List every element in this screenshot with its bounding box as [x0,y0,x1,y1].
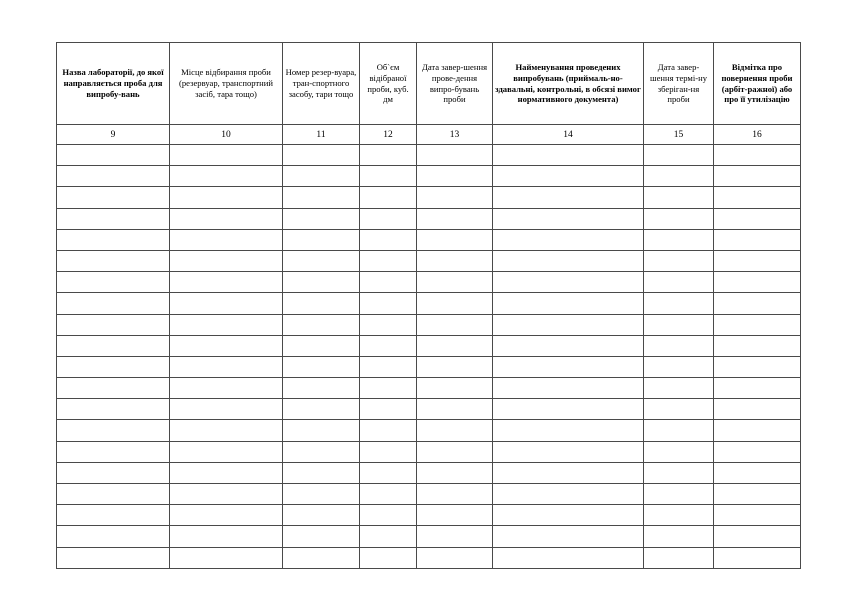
table-row [57,505,801,526]
table-row [57,526,801,547]
table-cell[interactable] [417,208,493,229]
table-row [57,356,801,377]
column-number: 10 [170,125,283,145]
table-cell[interactable] [57,293,170,314]
table-cell[interactable] [283,229,360,250]
table-cell[interactable] [57,272,170,293]
table-row [57,229,801,250]
table-cell[interactable] [714,166,801,187]
table-cell[interactable] [57,399,170,420]
table-cell[interactable] [283,526,360,547]
table-cell[interactable] [57,378,170,399]
table-cell[interactable] [493,335,644,356]
table-cell[interactable] [170,462,283,483]
table-cell[interactable] [493,462,644,483]
table-cell[interactable] [714,208,801,229]
table-row [57,441,801,462]
table-cell[interactable] [644,441,714,462]
table-cell[interactable] [57,526,170,547]
header-cell-sampling-place [170,43,283,125]
table-cell[interactable] [360,187,417,208]
table-cell[interactable] [360,166,417,187]
table-cell[interactable] [170,335,283,356]
header-text: Дата завер-шення прове-дення випро-бувань проби [421,61,488,105]
table-cell[interactable] [360,441,417,462]
table-cell[interactable] [714,505,801,526]
column-number: 15 [644,125,714,145]
table-cell[interactable] [417,145,493,166]
table-row [57,484,801,505]
table-cell[interactable] [170,441,283,462]
header-cell-tests-performed [493,43,644,125]
table-cell[interactable] [360,250,417,271]
table-cell[interactable] [170,484,283,505]
header-cell-container-number [283,43,360,125]
table-cell[interactable] [283,378,360,399]
table-cell[interactable] [170,145,283,166]
table-cell[interactable] [644,145,714,166]
table-cell[interactable] [644,484,714,505]
table-row [57,250,801,271]
table-cell[interactable] [714,272,801,293]
table-cell[interactable] [360,526,417,547]
table-cell[interactable] [283,420,360,441]
header-cell-laboratory [57,43,170,125]
table-cell[interactable] [493,505,644,526]
table-cell[interactable] [714,526,801,547]
table-cell[interactable] [714,229,801,250]
table-cell[interactable] [360,335,417,356]
table-cell[interactable] [360,462,417,483]
column-number: 14 [493,125,644,145]
table-cell[interactable] [714,420,801,441]
table-cell[interactable] [417,293,493,314]
table-cell[interactable] [57,484,170,505]
table-cell[interactable] [360,208,417,229]
table-cell[interactable] [283,441,360,462]
table-cell[interactable] [57,250,170,271]
header-cell-test-end-date [417,43,493,125]
table-cell[interactable] [57,335,170,356]
table-cell[interactable] [493,441,644,462]
table-row [57,187,801,208]
table-row [57,378,801,399]
table-cell[interactable] [714,250,801,271]
column-number: 13 [417,125,493,145]
table-row [57,166,801,187]
table-row [57,145,801,166]
table-cell[interactable] [644,272,714,293]
table-cell[interactable] [57,208,170,229]
table-cell[interactable] [714,378,801,399]
table-cell[interactable] [644,356,714,377]
table-cell[interactable] [644,166,714,187]
table-cell[interactable] [417,250,493,271]
table-cell[interactable] [644,229,714,250]
table-cell[interactable] [493,293,644,314]
table-cell[interactable] [283,166,360,187]
table-cell[interactable] [417,420,493,441]
table-cell[interactable] [417,441,493,462]
table-cell[interactable] [283,547,360,568]
table-cell[interactable] [170,356,283,377]
table-cell[interactable] [57,505,170,526]
table-cell[interactable] [283,145,360,166]
header-text: Найменування проведених випробувань (приймаль-но-здавальні, контрольні, в обсязі вимог нормативного документа) [495,61,641,105]
table-cell[interactable] [417,335,493,356]
table-cell[interactable] [493,145,644,166]
header-text: Назва лабораторії, до якої направляється проба для випробу-вань [62,67,164,99]
table-cell[interactable] [360,356,417,377]
table-cell[interactable] [417,526,493,547]
table-cell[interactable] [644,293,714,314]
header-cell-sample-volume [360,43,417,125]
table-cell[interactable] [170,505,283,526]
table-cell[interactable] [170,187,283,208]
table-row [57,335,801,356]
table-cell[interactable] [57,187,170,208]
table-cell[interactable] [283,293,360,314]
table-cell[interactable] [493,166,644,187]
journal-form-page [56,42,800,569]
table-cell[interactable] [417,187,493,208]
table-cell[interactable] [57,314,170,335]
table-cell[interactable] [170,293,283,314]
table-cell[interactable] [57,547,170,568]
table-cell[interactable] [417,462,493,483]
table-cell[interactable] [360,314,417,335]
column-number-row [57,125,801,145]
table-cell[interactable] [714,547,801,568]
table-cell[interactable] [493,250,644,271]
table-cell[interactable] [283,462,360,483]
table-cell[interactable] [644,420,714,441]
table-row [57,420,801,441]
table-cell[interactable] [493,526,644,547]
table-cell[interactable] [417,484,493,505]
column-number: 12 [360,125,417,145]
table-cell[interactable] [417,356,493,377]
table-cell[interactable] [283,314,360,335]
table-cell[interactable] [360,420,417,441]
table-row [57,293,801,314]
table-cell[interactable] [57,229,170,250]
table-cell[interactable] [283,272,360,293]
table-cell[interactable] [644,505,714,526]
header-text: Дата завер-шення термі-ну зберіган-ня проби [649,61,708,105]
header-text: Номер резер-вуара, тран-спортного засобу, тари тощо [285,67,357,99]
table-row [57,314,801,335]
table-cell[interactable] [170,166,283,187]
table-cell[interactable] [57,420,170,441]
table-cell[interactable] [644,526,714,547]
table-cell[interactable] [283,250,360,271]
table-cell[interactable] [714,335,801,356]
table-cell[interactable] [170,229,283,250]
column-number: 9 [57,125,170,145]
table-cell[interactable] [417,229,493,250]
table-cell[interactable] [417,505,493,526]
table-cell[interactable] [493,547,644,568]
table-cell[interactable] [283,399,360,420]
table-cell[interactable] [283,187,360,208]
table-cell[interactable] [714,399,801,420]
table-cell[interactable] [714,187,801,208]
header-text: Відмітка про повернення проби (арбіт-ражної) або про її утилізацію [721,61,793,105]
table-cell[interactable] [493,378,644,399]
table-cell[interactable] [283,208,360,229]
table-cell[interactable] [714,462,801,483]
table-row [57,462,801,483]
table-cell[interactable] [417,272,493,293]
column-number: 16 [714,125,801,145]
sample-journal-table [56,42,801,569]
table-cell[interactable] [57,441,170,462]
table-cell[interactable] [360,229,417,250]
table-cell[interactable] [360,505,417,526]
blank-rows [57,145,801,569]
table-cell[interactable] [493,314,644,335]
table-cell[interactable] [493,187,644,208]
table-cell[interactable] [644,378,714,399]
table-cell[interactable] [417,378,493,399]
column-number: 11 [283,125,360,145]
table-cell[interactable] [417,547,493,568]
table-cell[interactable] [493,420,644,441]
table-row [57,272,801,293]
table-cell[interactable] [644,462,714,483]
header-text: Місце відбирання проби (резервуар, транспортний засіб, тара тощо) [179,67,273,99]
table-cell[interactable] [417,166,493,187]
header-text: Об`єм відібраної проби, куб. дм [367,61,409,105]
table-row [57,547,801,568]
table-cell[interactable] [714,314,801,335]
table-row [57,399,801,420]
header-cell-storage-end-date [644,43,714,125]
table-cell[interactable] [644,187,714,208]
table-cell[interactable] [360,293,417,314]
table-cell[interactable] [170,547,283,568]
table-cell[interactable] [57,462,170,483]
table-cell[interactable] [644,335,714,356]
table-cell[interactable] [360,378,417,399]
table-cell[interactable] [644,547,714,568]
table-cell[interactable] [493,399,644,420]
table-cell[interactable] [57,166,170,187]
table-cell[interactable] [283,356,360,377]
table-cell[interactable] [714,484,801,505]
table-cell[interactable] [57,145,170,166]
table-cell[interactable] [170,272,283,293]
table-cell[interactable] [493,208,644,229]
table-cell[interactable] [170,399,283,420]
table-cell[interactable] [493,484,644,505]
table-cell[interactable] [170,526,283,547]
table-cell[interactable] [283,484,360,505]
table-cell[interactable] [57,356,170,377]
header-row [57,43,801,125]
table-cell[interactable] [493,356,644,377]
table-cell[interactable] [283,505,360,526]
table-cell[interactable] [170,378,283,399]
table-cell[interactable] [493,229,644,250]
table-row [57,208,801,229]
table-cell[interactable] [493,272,644,293]
table-cell[interactable] [360,272,417,293]
table-cell[interactable] [644,399,714,420]
table-cell[interactable] [170,420,283,441]
table-cell[interactable] [644,208,714,229]
table-cell[interactable] [417,314,493,335]
table-cell[interactable] [644,314,714,335]
table-cell[interactable] [360,145,417,166]
table-cell[interactable] [714,441,801,462]
table-cell[interactable] [714,356,801,377]
table-cell[interactable] [360,484,417,505]
table-cell[interactable] [714,145,801,166]
table-cell[interactable] [170,314,283,335]
table-cell[interactable] [644,250,714,271]
table-cell[interactable] [714,293,801,314]
table-cell[interactable] [283,335,360,356]
table-cell[interactable] [417,399,493,420]
table-cell[interactable] [170,208,283,229]
table-cell[interactable] [360,399,417,420]
table-cell[interactable] [170,250,283,271]
header-cell-return-mark [714,43,801,125]
table-cell[interactable] [360,547,417,568]
